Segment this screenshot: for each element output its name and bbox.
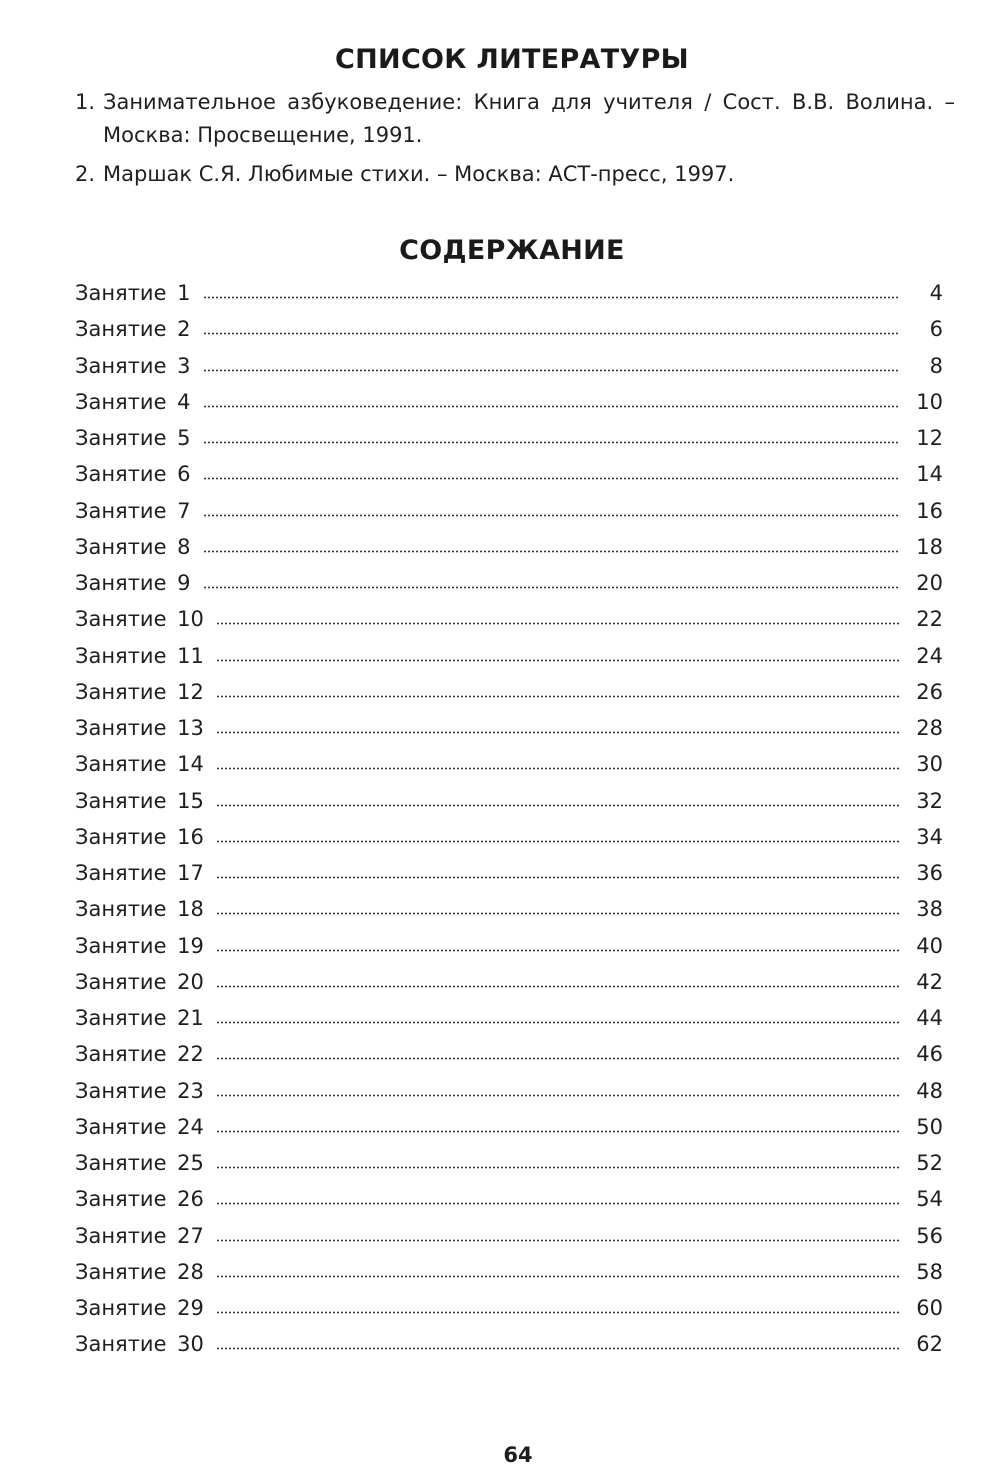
references-heading: СПИСОК ЛИТЕРАТУРЫ: [335, 44, 689, 75]
reference-text: Занимательное азбуковедение: Книга для учителя / Сост. В.В. Волина. – Москва: Просвещение, 1991.: [103, 90, 955, 147]
page-number: 64: [503, 1443, 533, 1467]
toc-entry-label: Занятие 29: [75, 1296, 204, 1320]
toc-entry: [75, 529, 943, 565]
toc-entry-page: 48: [916, 1078, 943, 1103]
toc-entry-label: Занятие 14: [75, 752, 204, 777]
toc-entry: [75, 1181, 943, 1217]
toc-entry-page: 58: [916, 1259, 943, 1284]
toc-entry-page: 42: [916, 969, 943, 994]
toc-entry-label: Занятие 10: [75, 607, 204, 632]
toc-entry-label: Занятие 30: [75, 1332, 204, 1357]
toc-entry-page: 32: [916, 788, 943, 813]
toc-entry-label: Занятие 13: [75, 716, 204, 740]
dot-leader: [203, 441, 899, 444]
toc-entry-page: 24: [916, 643, 943, 668]
toc-entry-page: 38: [916, 897, 943, 922]
toc-entry: [75, 746, 943, 782]
dot-leader: [203, 296, 899, 299]
dot-leader: [216, 985, 899, 988]
toc-entry-page: 54: [916, 1187, 943, 1212]
toc-entry-label: Занятие 6: [75, 462, 191, 487]
toc-entry-label: Занятие 27: [75, 1223, 204, 1248]
toc-entry-page: 16: [916, 498, 943, 523]
toc-entry: [75, 1145, 943, 1181]
toc-entry-page: 34: [916, 824, 943, 849]
reference-number: 1.: [75, 90, 96, 114]
toc-entry: [75, 565, 943, 601]
dot-leader: [216, 876, 899, 879]
toc-entry-label: Занятие 28: [75, 1259, 204, 1284]
toc-entry: [75, 638, 943, 674]
toc-entry-label: Занятие 23: [75, 1078, 204, 1103]
toc-entry-label: Занятие 4: [75, 389, 191, 414]
toc-entry-label: Занятие 12: [75, 679, 204, 704]
toc-entry: [75, 311, 943, 347]
dot-leader: [216, 1311, 899, 1314]
toc-entry-page: 52: [916, 1151, 943, 1175]
toc-entry-page: 6: [929, 317, 943, 342]
toc-entry: [75, 1073, 943, 1109]
toc-entry-page: 62: [916, 1332, 943, 1357]
dot-leader: [216, 1094, 899, 1097]
toc-entry-label: Занятие 16: [75, 824, 204, 849]
dot-leader: [203, 550, 899, 553]
reference-item: [75, 86, 955, 152]
toc-entry-page: 20: [916, 571, 943, 595]
toc-entry-page: 22: [916, 607, 943, 632]
dot-leader: [216, 731, 899, 734]
toc-entry-page: 28: [916, 716, 943, 740]
toc-entry: [75, 493, 943, 529]
toc-entry-label: Занятие 2: [75, 317, 191, 342]
toc-entry-label: Занятие 9: [75, 571, 191, 595]
toc-entry-label: Занятие 21: [75, 1006, 204, 1030]
toc-entry-label: Занятие 8: [75, 534, 191, 559]
toc-entry: [75, 384, 943, 420]
toc-entry: [75, 819, 943, 855]
toc-entry-label: Занятие 19: [75, 933, 204, 958]
toc-entry-page: 36: [916, 861, 943, 885]
dot-leader: [203, 405, 899, 408]
dot-leader: [216, 695, 899, 698]
dot-leader: [216, 1202, 899, 1205]
toc-entry-label: Занятие 7: [75, 498, 191, 523]
dot-leader: [203, 332, 899, 335]
dot-leader: [216, 949, 899, 952]
toc-entry-page: 50: [916, 1114, 943, 1139]
dot-leader: [216, 840, 899, 843]
references-list: [75, 86, 955, 197]
toc-entry-label: Занятие 18: [75, 897, 204, 922]
dot-leader: [203, 586, 899, 589]
dot-leader: [216, 659, 899, 662]
toc-entry: [75, 348, 943, 384]
dot-leader: [216, 1166, 899, 1169]
toc-entry: [75, 1036, 943, 1072]
dot-leader: [216, 1057, 899, 1060]
toc-entry: [75, 710, 943, 746]
toc-entry-page: 10: [916, 389, 943, 414]
toc-entry: [75, 783, 943, 819]
dot-leader: [216, 1130, 899, 1133]
toc-entry: [75, 601, 943, 637]
toc-entry-label: Занятие 15: [75, 788, 204, 813]
toc-entry-label: Занятие 24: [75, 1114, 204, 1139]
contents-heading: СОДЕРЖАНИЕ: [399, 235, 625, 266]
toc-entry: [75, 1000, 943, 1036]
toc-entry-page: 56: [916, 1223, 943, 1248]
toc-entry: [75, 855, 943, 891]
toc-entry: [75, 1109, 943, 1145]
toc-entry: [75, 1254, 943, 1290]
dot-leader: [203, 477, 899, 480]
toc-entry-page: 46: [916, 1042, 943, 1067]
toc-entry: [75, 928, 943, 964]
dot-leader: [216, 1347, 899, 1350]
toc-entry-label: Занятие 22: [75, 1042, 204, 1067]
dot-leader: [216, 767, 899, 770]
dot-leader: [203, 369, 899, 372]
toc-entry-page: 26: [916, 679, 943, 704]
reference-text: Маршак С.Я. Любимые стихи. – Москва: АСТ-пресс, 1997.: [103, 162, 735, 186]
toc-entry: [75, 891, 943, 927]
dot-leader: [203, 514, 899, 517]
dot-leader: [216, 622, 899, 625]
toc-entry-page: 30: [916, 752, 943, 777]
toc-entry-label: Занятие 5: [75, 426, 191, 450]
toc-entry-page: 44: [916, 1006, 943, 1030]
toc-entry: [75, 1290, 943, 1326]
toc-entry: [75, 1326, 943, 1362]
toc-entry-label: Занятие 17: [75, 861, 204, 885]
toc-entry-page: 8: [929, 353, 943, 378]
toc-entry-label: Занятие 3: [75, 353, 191, 378]
toc-entry-page: 60: [916, 1296, 943, 1320]
toc-entry: [75, 964, 943, 1000]
toc-entry-label: Занятие 25: [75, 1151, 204, 1175]
toc-entry-page: 12: [916, 426, 943, 450]
reference-item: [75, 158, 955, 191]
toc-entry-label: Занятие 11: [75, 643, 204, 668]
toc-entry-page: 14: [916, 462, 943, 487]
dot-leader: [216, 912, 899, 915]
reference-number: 2.: [75, 162, 96, 186]
toc-entry-page: 4: [929, 281, 943, 305]
dot-leader: [216, 1239, 899, 1242]
dot-leader: [216, 1021, 899, 1024]
toc-entry: [75, 456, 943, 492]
dot-leader: [216, 1275, 899, 1278]
toc-entry-label: Занятие 20: [75, 969, 204, 994]
table-of-contents: [75, 275, 943, 1363]
toc-entry: [75, 420, 943, 456]
toc-entry: [75, 275, 943, 311]
toc-entry-label: Занятие 1: [75, 281, 191, 305]
toc-entry: [75, 1218, 943, 1254]
toc-entry-page: 40: [916, 933, 943, 958]
toc-entry-label: Занятие 26: [75, 1187, 204, 1212]
toc-entry: [75, 674, 943, 710]
toc-entry-page: 18: [916, 534, 943, 559]
dot-leader: [216, 804, 899, 807]
